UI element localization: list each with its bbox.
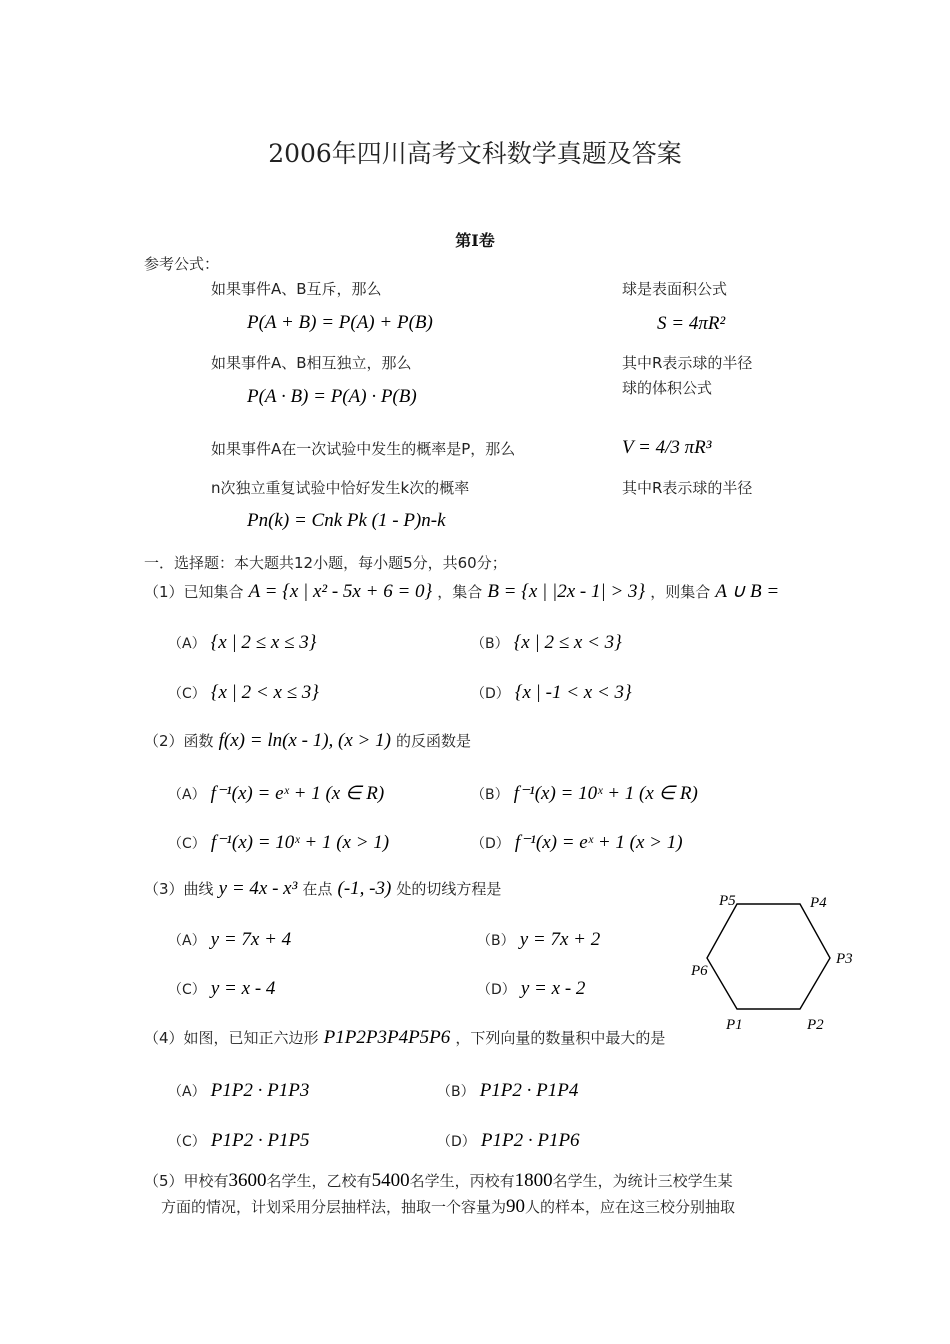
mutex-formula: P(A + B) = P(A) + P(B) [247,312,433,333]
hex-label-p5: P5 [719,893,736,909]
option-label: （B） [471,787,509,803]
q2-label: （2）函数 [144,732,214,750]
hexagon-outline [707,904,830,1009]
option-label: （C） [168,1134,206,1150]
q3-tail: 处的切线方程是 [396,880,502,898]
q5-text-3: 名学生，丙校有 [409,1172,515,1190]
q5-number-3: 1800 [514,1170,553,1191]
sphere-volume-text: 球的体积公式 [622,379,713,397]
option-expr: y = 7x + 4 [210,929,292,950]
binom-text-2: n次独立重复试验中恰好发生k次的概率 [211,479,470,497]
sphere-area-text: 球是表面积公式 [622,280,728,298]
indep-text: 如果事件A、B相互独立，那么 [211,354,412,372]
question-5-line-1 [144,1170,733,1192]
option-label: （C） [168,836,206,852]
q5-number-1: 3600 [228,1170,267,1191]
q3-label: （3）曲线 [144,880,214,898]
q2-option-d [471,831,683,854]
q1-set-b: B = {x | |2x - 1| > 3} [487,581,646,602]
binom-text-1: 如果事件A在一次试验中发生的概率是P，那么 [211,440,516,458]
q2-option-c [168,831,389,854]
q2-expr: f(x) = ln(x - 1), (x > 1) [218,730,391,751]
q4-option-a [168,1080,309,1102]
option-expr: {x | 2 < x ≤ 3} [210,682,319,703]
option-label: （C） [168,686,206,702]
option-expr: f⁻¹(x) = eˣ + 1 (x ∈ R) [210,783,385,804]
hex-label-p4: P4 [810,895,827,911]
question-4 [144,1027,665,1049]
q5-text-5: 方面的情况，计划采用分层抽样法，抽取一个容量为 [161,1198,507,1216]
q4-tail: ，下列向量的数量积中最大的是 [455,1029,666,1047]
hex-label-p6: P6 [691,963,708,979]
question-3 [144,878,501,900]
q3-expr: y = 4x - x³ [218,878,298,899]
option-expr: y = 7x + 2 [519,929,601,950]
option-expr: f⁻¹(x) = 10ˣ + 1 (x > 1) [210,832,390,853]
option-label: （A） [168,1084,206,1100]
option-expr: P1P2 · P1P6 [480,1130,580,1151]
option-label: （B） [437,1084,475,1100]
option-expr: f⁻¹(x) = 10ˣ + 1 (x ∈ R) [513,783,698,804]
hex-label-p3: P3 [836,951,853,967]
option-label: （B） [471,636,509,652]
radius-note-1: 其中R表示球的半径 [622,354,753,372]
hexagon-figure [690,885,860,1035]
question-2 [144,730,471,752]
option-label: （D） [471,686,510,702]
q4-option-d [437,1130,580,1152]
q1-option-c [168,682,319,704]
q3-mid: 在点 [302,880,333,898]
indep-formula: P(A · B) = P(A) · P(B) [247,386,417,407]
option-expr: f⁻¹(x) = eˣ + 1 (x > 1) [514,832,683,853]
option-label: （B） [477,933,515,949]
option-label: （A） [168,636,206,652]
hex-label-p1: P1 [726,1017,743,1033]
q5-text-1: （5）甲校有 [144,1172,229,1190]
option-expr: y = x - 2 [520,978,586,999]
mutex-text: 如果事件A、B互斥，那么 [211,280,382,298]
q1-union: A ∪ B = [715,581,780,602]
option-label: （C） [168,982,206,998]
q5-text-6: 人的样本，应在这三校分别抽取 [525,1198,736,1216]
option-label: （A） [168,933,206,949]
q1-label: （1）已知集合 [144,583,244,601]
q2-option-b [471,782,698,805]
option-expr: P1P2 · P1P5 [210,1130,310,1151]
page-title: 2006年四川高考文科数学真题及答案 [268,139,682,168]
option-expr: P1P2 · P1P4 [479,1080,579,1101]
volume-heading: 第I卷 [455,231,495,250]
q3-option-c [168,978,275,1000]
q1-tail: ，则集合 [650,583,711,601]
option-label: （D） [471,836,510,852]
option-label: （A） [168,787,206,803]
question-1 [144,580,779,603]
q5-text-2: 名学生，乙校有 [266,1172,372,1190]
q1-mid: ，集合 [437,583,483,601]
option-label: （D） [437,1134,476,1150]
q5-number-2: 5400 [371,1170,410,1191]
q1-option-b [471,632,622,654]
sphere-volume-formula: V = 4/3 πR³ [622,437,712,458]
q4-label: （4）如图，已知正六边形 [144,1029,319,1047]
q1-set-a: A = {x | x² - 5x + 6 = 0} [248,581,433,602]
q1-option-d [471,682,632,704]
q3-point: (-1, -3) [337,878,392,899]
q2-option-a [168,782,384,805]
q2-tail: 的反函数是 [396,732,472,750]
option-expr: {x | 2 ≤ x < 3} [513,632,622,653]
q4-option-c [168,1130,310,1152]
binom-formula: Pn(k) = Cnk Pk (1 - P)n-k [247,510,446,531]
q3-option-d [477,978,585,1000]
q4-option-b [437,1080,578,1102]
section-1-heading: 一．选择题：本大题共12小题，每小题5分，共60分； [144,554,507,572]
option-expr: P1P2 · P1P3 [210,1080,310,1101]
option-label: （D） [477,982,516,998]
option-expr: y = x - 4 [210,978,276,999]
q3-option-a [168,929,291,951]
question-5-line-2 [161,1196,735,1218]
q5-text-4: 名学生，为统计三校学生某 [552,1172,733,1190]
q5-number-4: 90 [506,1196,526,1217]
q4-expr: P1P2P3P4P5P6 [323,1027,451,1048]
hex-label-p2: P2 [807,1017,824,1033]
radius-note-2: 其中R表示球的半径 [622,479,753,497]
sphere-area-formula: S = 4πR² [657,313,726,334]
q1-option-a [168,632,316,654]
formulas-heading: 参考公式： [144,255,220,273]
option-expr: {x | -1 < x < 3} [514,682,632,703]
q3-option-b [477,929,600,951]
option-expr: {x | 2 ≤ x ≤ 3} [210,632,317,653]
